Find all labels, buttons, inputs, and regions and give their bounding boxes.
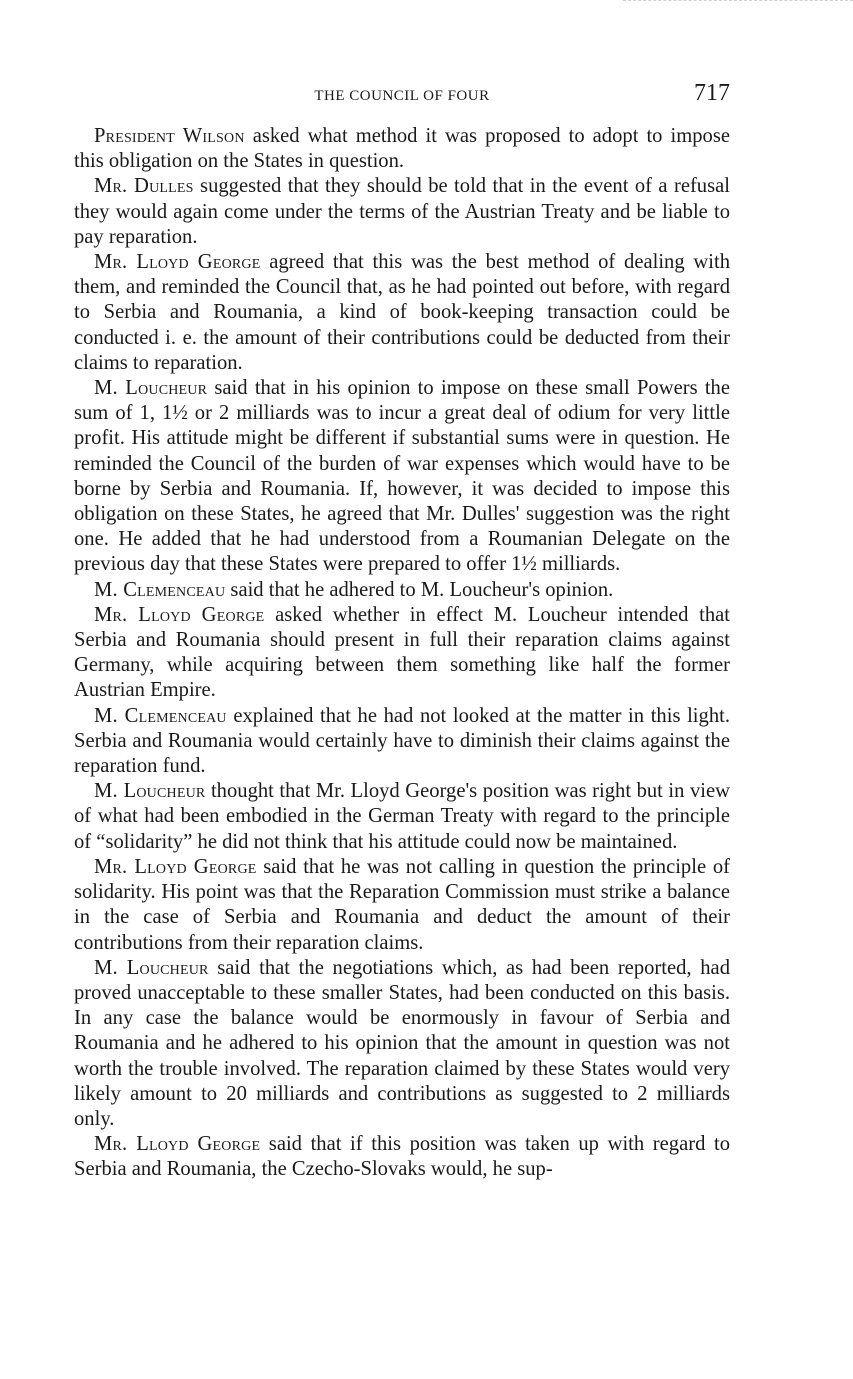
paragraph-text: said that he was not calling in question the principle of solidarity. His point was that the Reparation Commission must strike a balance in the case of Serbia and Roumania and deduct the amount of their contributions from their reparation claims.	[74, 855, 730, 954]
speaker-name: M. Clemenceau	[94, 578, 226, 601]
speaker-name: Mr. Dulles	[94, 175, 194, 198]
speaker-name: Mr. Lloyd George	[94, 603, 265, 626]
speaker-name: M. Clemenceau	[94, 704, 227, 727]
page-header	[74, 80, 730, 110]
paragraph-text: asked what method it was proposed to adopt to impose this obligation on the States in question.	[74, 125, 731, 173]
page-number: 717	[694, 80, 730, 106]
paragraph-text: said that in his opinion to impose on these small Powers the sum of 1, 1½ or 2 milliards was to incur a great deal of odium for very little profit. His attitude might be different if substantial sums were in question. He reminded the Council of the burden of war expenses which would have to be borne by Serbia and Roumania. If, however, it was decided to impose this obligation on these States, he agreed that Mr. Dulles' suggestion was the right one. He added that he had understood from a Roumanian Delegate on the previous day that these States were prepared to offer 1½ milliards.	[74, 377, 730, 576]
paragraph	[74, 704, 730, 780]
scan-edge-mark	[623, 0, 853, 7]
speaker-name: President Wilson	[94, 125, 245, 147]
paragraph	[74, 578, 730, 603]
paragraph-text: said that the negotiations which, as had been reported, had proved unacceptable to these smaller States, had been conducted on this basis. In any case the balance would be enormously in favour of Serbia and Roumania and he adhered to his opinion that the amount in question was not worth the trouble involved. The reparation claimed by these States would very likely amount to 20 milliards and contributions as suggested to 2 milliards only.	[74, 956, 730, 1130]
speaker-name: M. Loucheur	[94, 377, 208, 400]
paragraph-text: thought that Mr. Lloyd George's position was right but in view of what had been embodied in the German Treaty with regard to the principle of “solidarity” he did not think that his attitude could now be maintained.	[74, 780, 730, 853]
paragraph-text: asked whether in effect M. Loucheur intended that Serbia and Roumania should present in full their reparation claims against Germany, while acquiring between them something like half the former Austrian Empire.	[74, 603, 730, 702]
paragraph-text: explained that he had not looked at the matter in this light. Serbia and Roumania would certainly have to diminish their claims against the reparation fund.	[74, 704, 730, 778]
speaker-name: Mr. Lloyd George	[94, 1133, 261, 1156]
paragraph	[74, 376, 730, 578]
paragraph	[74, 855, 730, 956]
paragraph-text: suggested that they should be told that in the event of a refusal they would again come under the terms of the Austrian Treaty and be liable to pay reparation.	[74, 175, 730, 248]
paragraph	[74, 956, 730, 1132]
paragraph	[74, 603, 730, 704]
paragraph-text: agreed that this was the best method of dealing with them, and reminded the Council that, as he had pointed out before, with regard to Serbia and Roumania, a kind of book-keeping transaction could be conducted i. e. the amount of their contributions could be deducted from their claims to reparation.	[74, 251, 730, 374]
speaker-name: Mr. Lloyd George	[94, 251, 261, 274]
paragraph	[74, 779, 730, 855]
speaker-name: Mr. Lloyd George	[94, 855, 257, 878]
body-text	[74, 124, 730, 1183]
running-title: THE COUNCIL OF FOUR	[314, 88, 490, 104]
speaker-name: M. Loucheur	[94, 780, 206, 803]
paragraph	[74, 1132, 730, 1182]
speaker-name: M. Loucheur	[94, 956, 209, 979]
paragraph-text: said that if this position was taken up with regard to Serbia and Roumania, the Czecho-Slovaks would, he sup-	[74, 1133, 730, 1181]
paragraph	[74, 250, 730, 376]
paragraph	[74, 174, 730, 250]
paragraph-text: said that he adhered to M. Loucheur's opinion.	[225, 578, 614, 601]
paragraph	[74, 124, 730, 174]
